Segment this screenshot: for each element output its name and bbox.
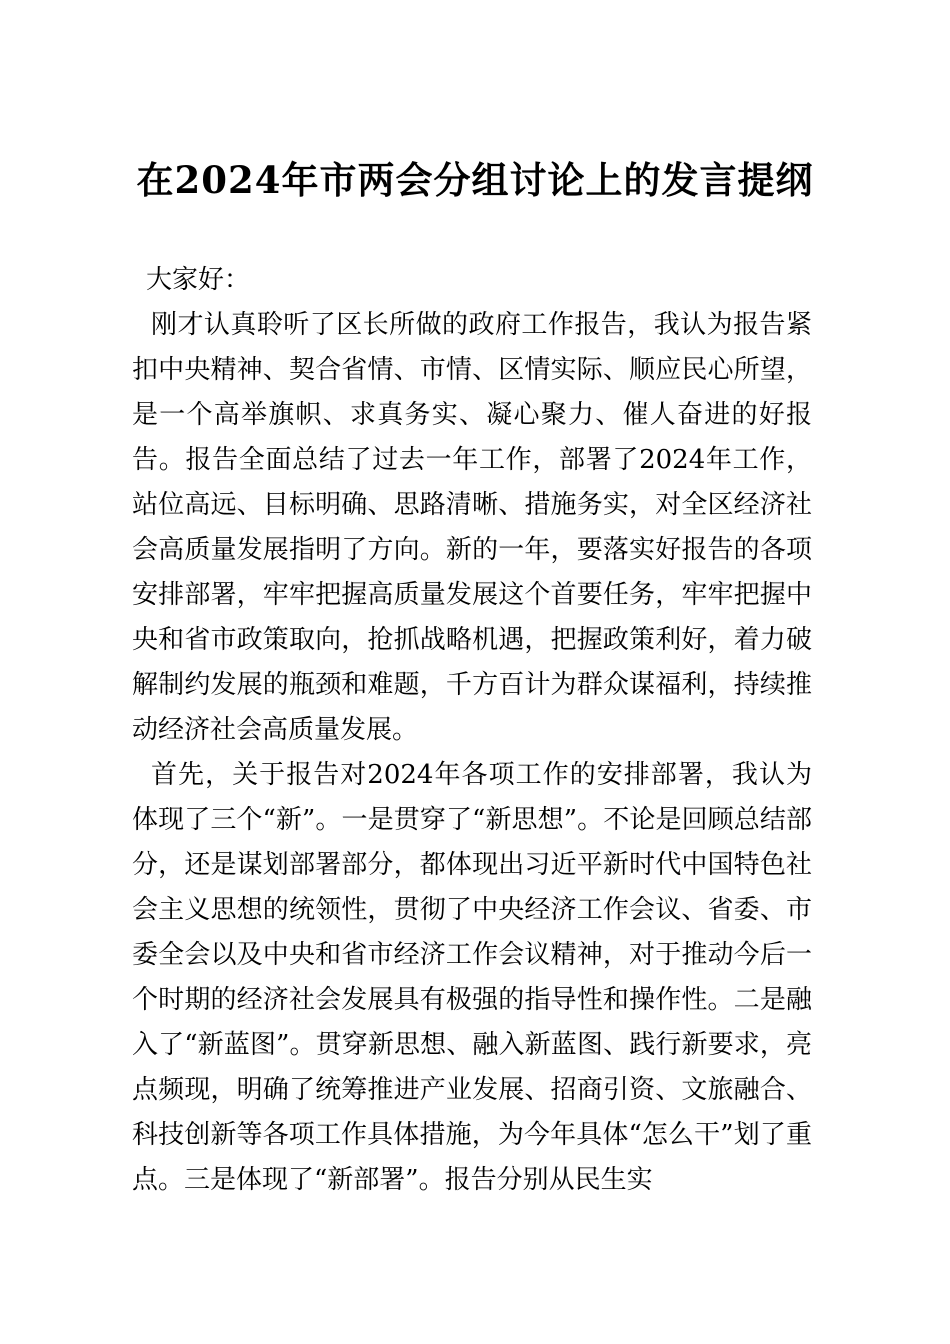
body-paragraph-1: 刚才认真聆听了区长所做的政府工作报告，我认为报告紧扣中央精神、契合省情、市情、区情实际、顺应民心所望，是一个高举旗帜、求真务实、凝心聚力、催人奋进的好报告。报告全面总结了过去一年工作，部署了2024年工作，站位高远、目标明确、思路清晰、措施务实，对全区经济社会高质量发展指明了方向。新的一年，要落实好报告的各项安排部署，牢牢把握高质量发展这个首要任务，牢牢把握中央和省市政策取向，抢抓战略机遇，把握政策利好，着力破解制约发展的瓶颈和难题，千方百计为群众谋福利，持续推动经济社会高质量发展。 [132,310,812,745]
body-paragraph-2: 首先，关于报告对2024年各项工作的安排部署，我认为体现了三个“新”。一是贯穿了“新思想”。不论是回顾总结部分，还是谋划部署部分，都体现出习近平新时代中国特色社会主义思想的统领性，贯彻了中央经济工作会议、省委、市委全会以及中央和省市经济工作会议精神，对于推动今后一个时期的经济社会发展具有极强的指导性和操作性。二是融入了“新蓝图”。贯穿新思想、融入新蓝图、践行新要求，亮点频现，明确了统筹推进产业发展、招商引资、文旅融合、科技创新等各项工作具体措施，为今年具体“怎么干”划了重点。三是体现了“新部署”。报告分别从民生实 [132,760,812,1195]
document-body [132,258,812,1203]
greeting-line: 大家好： [146,265,251,295]
document-title: 在2024年市两会分组讨论上的发言提纲 [136,158,814,202]
